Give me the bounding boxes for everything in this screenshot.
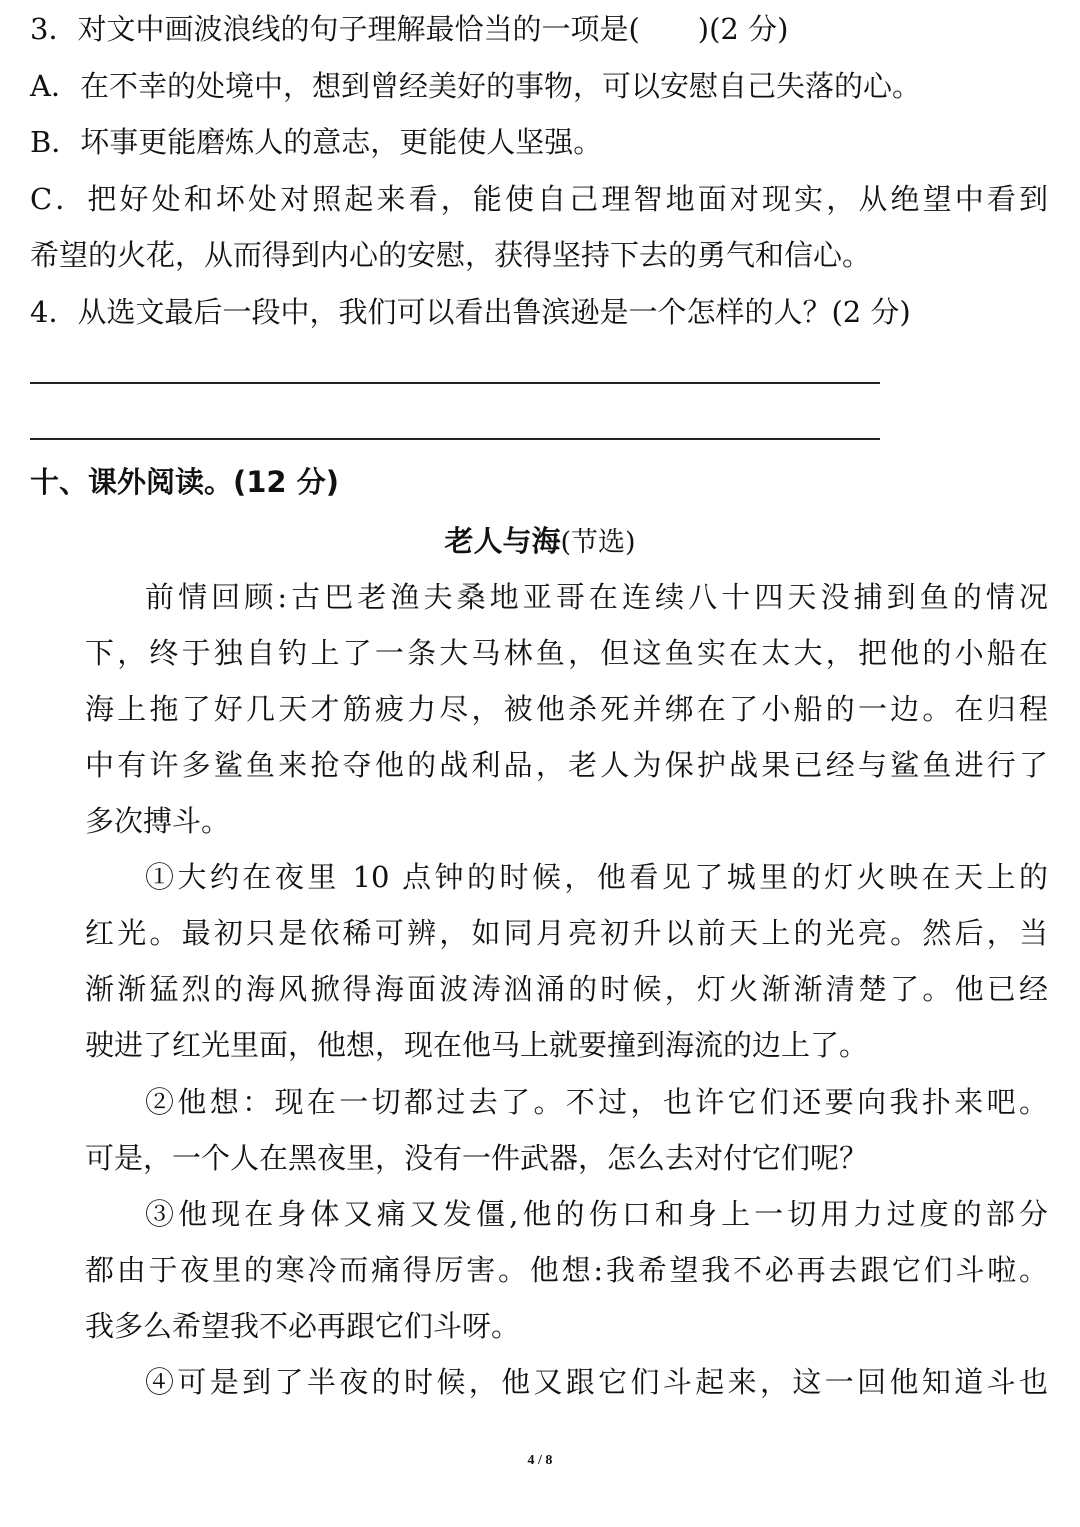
p1-line-2: 红光。最初只是依稀可辨，如同月亮初升以前天上的光亮。然后，当	[85, 916, 1048, 950]
question-3-stem: 3．对文中画波浪线的句子理解最恰当的一项是( )(2 分)	[30, 12, 789, 46]
intro-line-1: 前情回顾:古巴老渔夫桑地亚哥在连续八十四天没捕到鱼的情况	[145, 580, 1048, 614]
passage-title	[0, 520, 1080, 564]
p4-line-1: ④可是到了半夜的时候，他又跟它们斗起来，这一回他知道斗也	[145, 1365, 1048, 1399]
intro-line-2: 下，终于独自钓上了一条大马林鱼，但这鱼实在太大，把他的小船在	[85, 636, 1048, 670]
question-3-option-a: A．在不幸的处境中，想到曾经美好的事物，可以安慰自己失落的心。	[30, 69, 921, 103]
p1-line-1: ①大约在夜里 10 点钟的时候，他看见了城里的灯火映在天上的	[145, 860, 1048, 894]
question-3-option-c-line1: C．把好处和坏处对照起来看，能使自己理智地面对现实，从绝望中看到	[30, 182, 1048, 216]
p3-line-2: 都由于夜里的寒冷而痛得厉害。他想:我希望我不必再去跟它们斗啦。	[85, 1253, 1048, 1287]
intro-line-5: 多次搏斗。	[85, 804, 231, 838]
p2-line-2: 可是，一个人在黑夜里，没有一件武器，怎么去对付它们呢？	[85, 1141, 869, 1175]
p2-line-1: ②他想：现在一切都过去了。不过，也许它们还要向我扑来吧。	[145, 1085, 1048, 1119]
p3-line-1: ③他现在身体又痛又发僵,他的伤口和身上一切用力过度的部分	[145, 1197, 1048, 1231]
passage-title-text: 老人与海	[444, 524, 561, 558]
p3-line-3: 我多么希望我不必再跟它们斗呀。	[85, 1309, 521, 1343]
page-number: 4 / 8	[527, 1453, 553, 1468]
intro-line-4: 中有许多鲨鱼来抢夺他的战利品，老人为保护战果已经与鲨鱼进行了	[85, 748, 1048, 782]
p1-line-3: 渐渐猛烈的海风掀得海面波涛汹涌的时候，灯火渐渐清楚了。他已经	[85, 972, 1048, 1006]
question-4-stem: 4．从选文最后一段中，我们可以看出鲁滨逊是一个怎样的人？(2 分)	[30, 295, 911, 329]
answer-line-1[interactable]	[30, 382, 880, 384]
question-3-option-b: B．坏事更能磨炼人的意志，更能使人坚强。	[30, 125, 603, 159]
p1-line-4: 驶进了红光里面，他想，现在他马上就要撞到海流的边上了。	[85, 1028, 869, 1062]
passage-title-note: (节选)	[560, 527, 636, 558]
question-3-option-c-line2: 希望的火花，从而得到内心的安慰，获得坚持下去的勇气和信心。	[30, 238, 872, 272]
section-heading: 十、课外阅读。(12 分)	[30, 465, 339, 499]
intro-line-3: 海上拖了好几天才筋疲力尽，被他杀死并绑在了小船的一边。在归程	[85, 692, 1048, 726]
answer-line-2[interactable]	[30, 438, 880, 440]
